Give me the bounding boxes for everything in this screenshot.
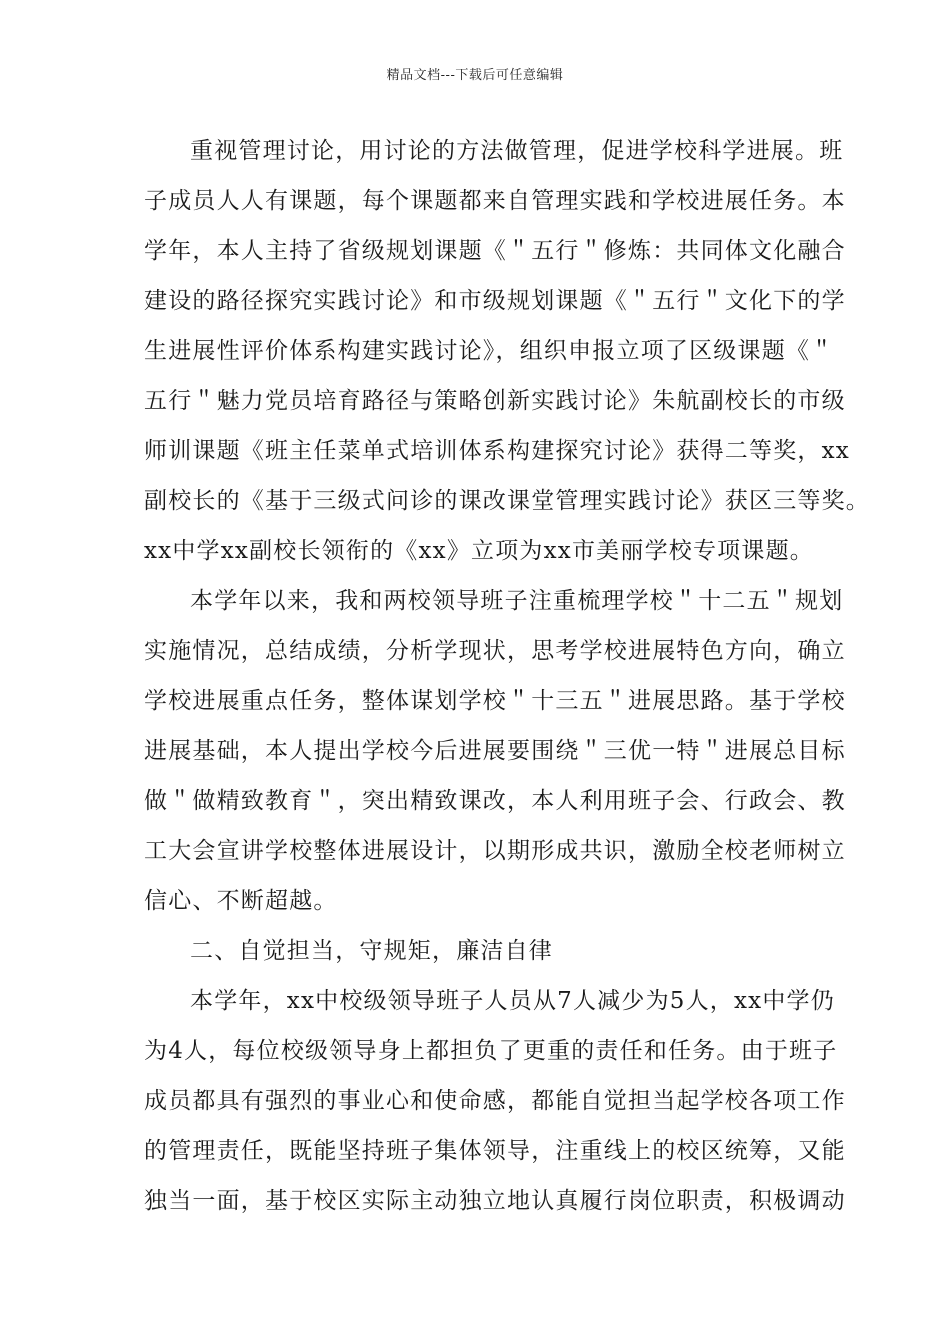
text-line: 工大会宣讲学校整体进展设计，以期形成共识，激励全校老师树立 (144, 838, 846, 864)
text-line: 成员都具有强烈的事业心和使命感，都能自觉担当起学校各项工作 (144, 1088, 846, 1114)
text-line: 师训课题《班主任菜单式培训体系构建探究讨论》获得二等奖，xx (144, 438, 850, 464)
text-line: 实施情况，总结成绩，分析学现状，思考学校进展特色方向，确立 (144, 638, 846, 664)
text-line: 本学年，xx中校级领导班子人员从7人减少为5人，xx中学仍 (190, 988, 835, 1014)
text-line: 本学年以来，我和两校领导班子注重梳理学校＂十二五＂规划 (190, 588, 844, 614)
text-line: 子成员人人有课题，每个课题都来自管理实践和学校进展任务。本 (144, 188, 846, 214)
text-line: 学校进展重点任务，整体谋划学校＂十三五＂进展思路。基于学校 (144, 688, 846, 714)
page-header: 精品文档---下载后可任意编辑 (386, 68, 564, 83)
text-line: 建设的路径探究实践讨论》和市级规划课题《＂五行＂文化下的学 (144, 288, 846, 314)
text-line: 重视管理讨论，用讨论的方法做管理，促进学校科学进展。班 (190, 138, 844, 164)
text-line: 独当一面，基于校区实际主动独立地认真履行岗位职责，积极调动 (144, 1188, 846, 1214)
text-line: 信心、不断超越。 (144, 888, 338, 914)
section-heading: 二、自觉担当，守规矩，廉洁自律 (190, 938, 553, 964)
text-line: 学年，本人主持了省级规划课题《＂五行＂修炼：共同体文化融合 (144, 238, 846, 264)
text-line: 进展基础，本人提出学校今后进展要围绕＂三优一特＂进展总目标 (144, 738, 846, 764)
text-line: 生进展性评价体系构建实践讨论》，组织申报立项了区级课题《＂ (144, 338, 835, 364)
text-line: 做＂做精致教育＂，突出精致课改，本人利用班子会、行政会、教 (144, 788, 846, 814)
text-line: 的管理责任，既能坚持班子集体领导，注重线上的校区统筹，又能 (144, 1138, 846, 1164)
text-line: 副校长的《基于三级式问诊的课改课堂管理实践讨论》获区三等奖。 (144, 488, 870, 514)
text-line: 五行＂魅力党员培育路径与策略创新实践讨论》朱航副校长的市级 (144, 388, 846, 414)
text-line: xx中学xx副校长领衔的《xx》立项为xx市美丽学校专项课题。 (144, 538, 814, 564)
text-line: 为4人，每位校级领导身上都担负了更重的责任和任务。由于班子 (144, 1038, 838, 1064)
